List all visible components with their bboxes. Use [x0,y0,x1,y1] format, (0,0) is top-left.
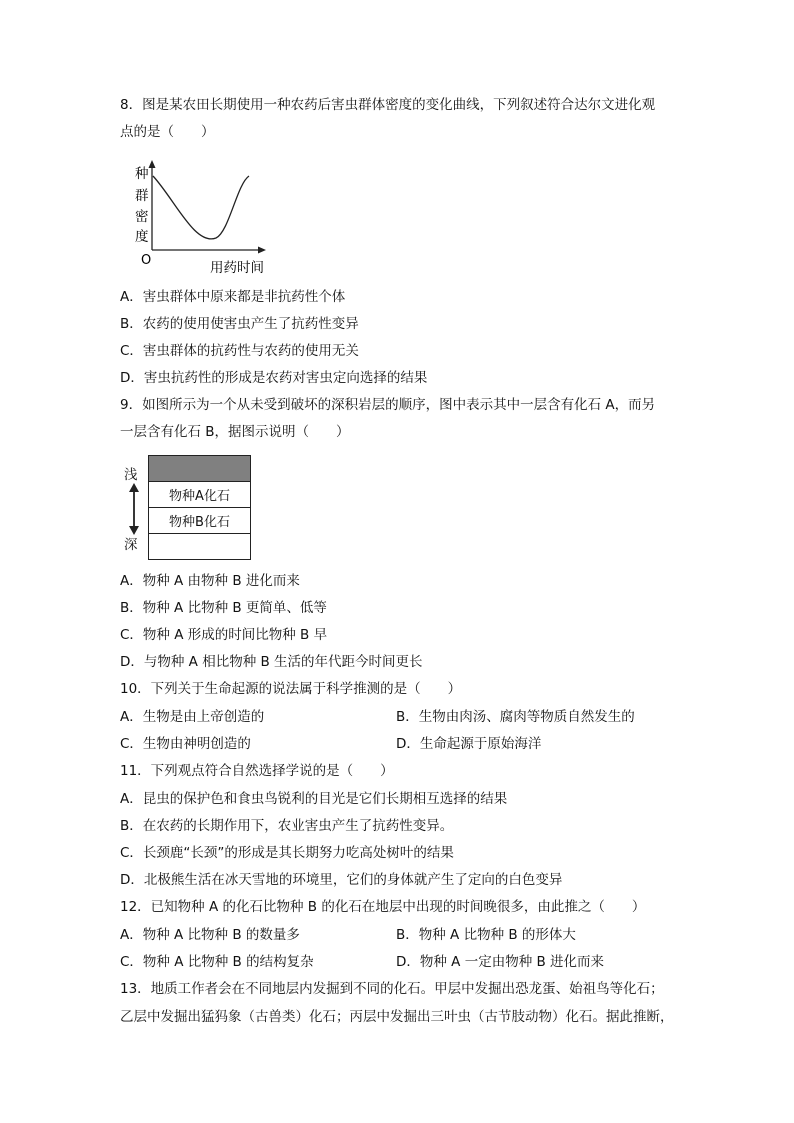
q8-population-density-graph [125,158,285,280]
q8-y-label-char1: 种 [135,166,149,182]
q9-rock-strata-figure [122,455,262,561]
q10-option-a: A．生物是由上帝创造的 [120,709,265,725]
q8-stem-line2: 点的是（ ） [120,124,215,140]
q8-y-label-char2: 群 [135,188,149,204]
q9-option-a: A．物种 A 由物种 B 进化而来 [120,573,300,589]
q11-option-a: A．昆虫的保护色和食虫鸟锐利的目光是它们长期相互选择的结果 [120,791,508,807]
q10-stem: 10．下列关于生命起源的说法属于科学推测的是（ ） [120,681,462,697]
q8-y-label-char3: 密 [135,209,149,225]
q9-layer-species-a: 物种A化石 [149,482,251,508]
q8-stem-line1: 8．图是某农田长期使用一种农药后害虫群体密度的变化曲线，下列叙述符合达尔文进化观 [120,97,656,113]
q9-deep-label: 深 [124,537,138,553]
q8-option-b: B．农药的使用使害虫产生了抗药性变异 [120,316,359,332]
q12-option-a: A．物种 A 比物种 B 的数量多 [120,927,300,943]
q8-origin-label: O [141,253,152,268]
q11-stem: 11．下列观点符合自然选择学说的是（ ） [120,763,394,779]
q8-y-label-char4: 度 [135,229,149,245]
q9-option-d: D．与物种 A 相比物种 B 生活的年代距今时间更长 [120,654,423,670]
q12-option-b: B．物种 A 比物种 B 的形体大 [396,927,576,943]
q9-stem-line1: 9．如图所示为一个从未受到破坏的深积岩层的顺序，图中表示其中一层含有化石 A，而另 [120,397,656,413]
q13-stem-line2: 乙层中发掘出猛犸象（古兽类）化石；丙层中发掘出三叶虫（古节肢动物）化石。据此推断， [120,1009,674,1025]
q11-option-b: B．在农药的长期作用下，农业害虫产生了抗药性变异。 [120,818,454,834]
q9-top-layer [149,456,251,482]
q8-option-d: D．害虫抗药性的形成是农药对害虫定向选择的结果 [120,370,428,386]
q8-y-axis-arrow [149,160,156,168]
q11-option-d: D．北极熊生活在冰天雪地的环境里，它们的身体就产生了定向的白色变异 [120,872,563,888]
q9-bottom-layer [149,534,251,560]
q8-option-c: C．害虫群体的抗药性与农药的使用无关 [120,343,359,359]
q12-option-c: C．物种 A 比物种 B 的结构复杂 [120,954,314,970]
q12-option-d: D．物种 A 一定由物种 B 进化而来 [396,954,605,970]
q11-option-c: C．长颈鹿“长颈”的形成是其长期努力吃高处树叶的结果 [120,845,454,861]
q9-stem-line2: 一层含有化石 B，据图示说明（ ） [120,424,350,440]
q10-option-c: C．生物由神明创造的 [120,736,251,752]
q13-stem-line1: 13．地质工作者会在不同地层内发掘到不同的化石。甲层中发掘出恐龙蛋、始祖鸟等化石； [120,981,664,997]
q12-stem: 12．已知物种 A 的化石比物种 B 的化石在地层中出现的时间晚很多，由此推之（ ） [120,899,646,915]
q9-shallow-label: 浅 [124,467,138,483]
q8-x-axis-label: 用药时间 [210,260,264,276]
q9-layer-species-b: 物种B化石 [149,508,251,534]
q9-depth-arrow [127,483,141,535]
q10-option-b: B．生物由肉汤、腐肉等物质自然发生的 [396,709,635,725]
q10-option-d: D．生命起源于原始海洋 [396,736,542,752]
q9-strata-table [148,455,251,560]
q9-option-c: C．物种 A 形成的时间比物种 B 早 [120,627,328,643]
q9-option-b: B．物种 A 比物种 B 更简单、低等 [120,600,327,616]
q8-x-axis-arrow [258,247,266,254]
q8-option-a: A．害虫群体中原来都是非抗药性个体 [120,289,346,305]
q8-density-curve [153,176,249,239]
q8-graph-svg [125,158,285,280]
